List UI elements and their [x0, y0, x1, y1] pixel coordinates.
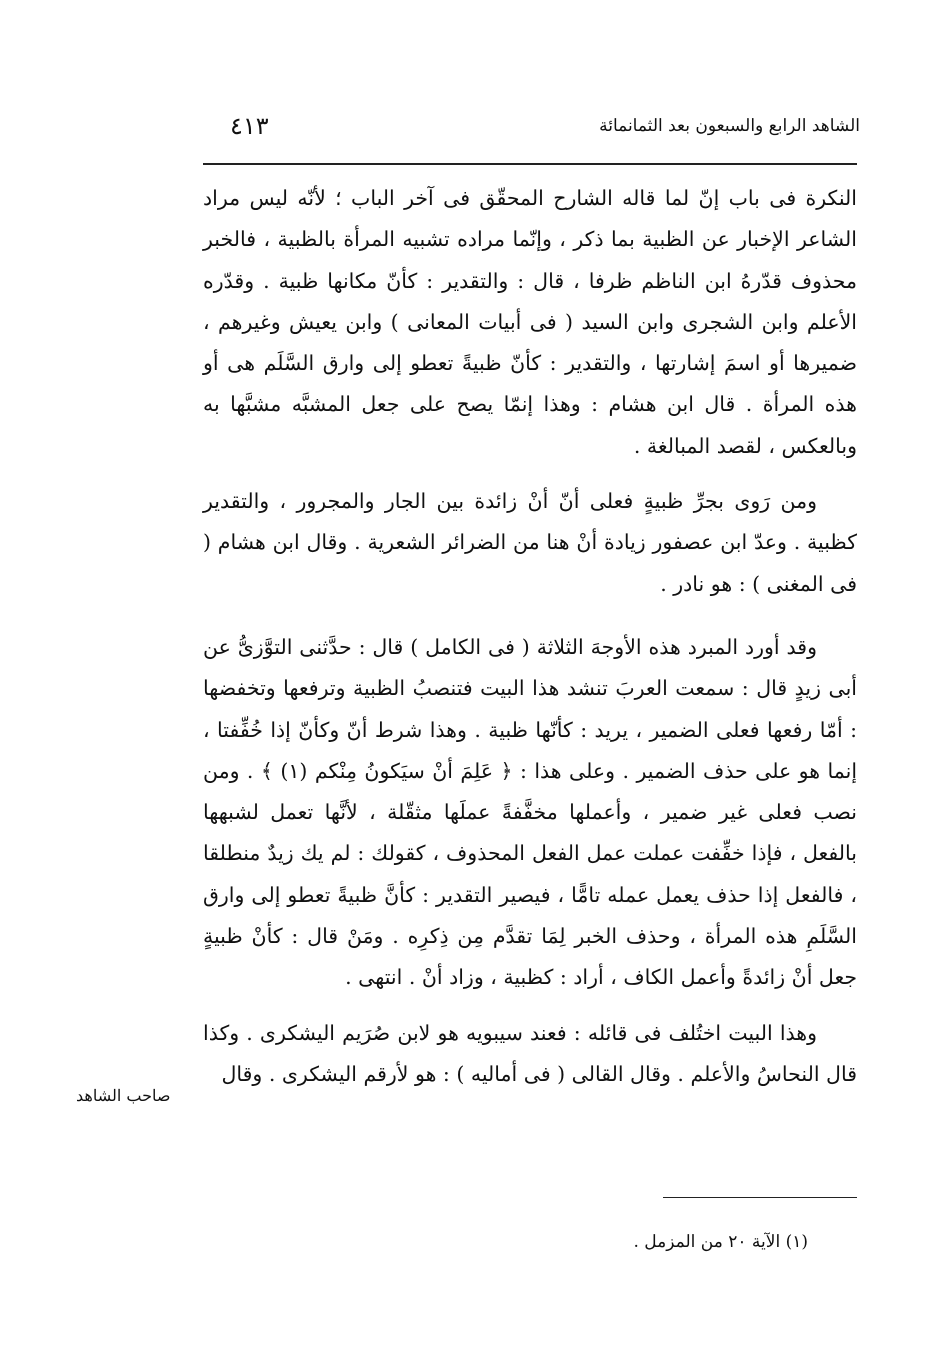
paragraph: النكرة فى باب إنّ لما قاله الشارح المحقّق فى آخر الباب ؛ لأنّه ليس مراد الشاعر الإخبار عن الظبية بما ذكر ، وإنّما مراده تشبيه المرأة بالظبية ، فالخبر محذوف قدّرهُ ابن الناظم ظرفا ، قال : والتقدير : كأنّ مكانها ظبية . وقدّره الأعلم وابن الشجرى وابن السيد ( فى أبيات المعانى ) وابن يعيش وغيرهم ، ضميرها أو اسمَ إشارتها ، والتقدير : كأنّ ظبيةً تعطو إلى وارق السَّلَم هى أو هذه المرأة . قال ابن هشام : وهذا إنمّا يصح على جعل المشبَّه مشبَّها به وبالعكس ، لقصد المبالغة .: [203, 186, 857, 458]
paragraph: وقد أورد المبرد هذه الأوجهَ الثلاثة ( فى الكامل ) قال : حدَّثنى التوَّزىُّ عن أبى زيدٍ قال : سمعت العربَ تنشد هذا البيت فتنصبُ الظبية وترفعها وتخفضها : أمّا رفعها فعلى الضمير ، يريد : كأنّها ظبية . وهذا شرط أنّ وكأنّ إذا خُفِّفتا ، إنما هو على حذف الضمير . وعلى هذا : ﴿ عَلِمَ أنْ سيَكونُ مِنْكم (١) ﴾ . ومن نصب فعلى غير ضمير ، وأعملها مخفَّفةً عملَها مثقّلة ، لأنَّها تعمل لشبهها بالفعل ، فإذا خفِّفت عملت عمل الفعل المحذوف ، كقولك : لم يك زيدٌ منطلقا ، فالفعل إذا حذف يعمل عمله تامًّا ، فيصير التقدير : كأنَّ ظبيةً تعطو إلى وارق السَّلَمِ هذه المرأة ، وحذف الخبر لِمَا تقدَّم مِن ذِكرِه . ومَنْ قال : كأنْ ظبيةٍ جعل أنْ زائدةً وأعمل الكاف ، أراد : كظبية ، وزاد أنْ . انتهى .: [203, 634, 858, 990]
page-number: ٤١٣: [230, 112, 269, 140]
footnote: (١) الآية ٢٠ من المزمل .: [633, 1232, 808, 1252]
paragraph: ومن رَوى بجرِّ ظبيةٍ فعلى أنّ أنْ زائدة بين الجار والمجرور ، والتقدير كظبية . وعدّ ابن عصفور زيادة أنْ هنا من الضرائر الشعرية . وقال ابن هشام ( فى المغنى ) : هو نادر .: [203, 489, 857, 596]
main-text: [203, 178, 857, 1095]
header-rule: [203, 163, 857, 165]
margin-note: صاحب الشاهد: [76, 1086, 171, 1105]
footnote-rule: [663, 1197, 857, 1198]
page-header: [210, 112, 860, 152]
paragraph: وهذا البيت اختُلف فى قائله : فعند سيبويه هو لابن صُرَيم اليشكرى . وكذا قال النحاسُ والأعلم . وقال القالى ( فى أماليه ) : هو لأرقم اليشكرى . وقال: [203, 1020, 857, 1086]
running-title: الشاهد الرابع والسبعون بعد الثمانمائة: [599, 116, 860, 136]
